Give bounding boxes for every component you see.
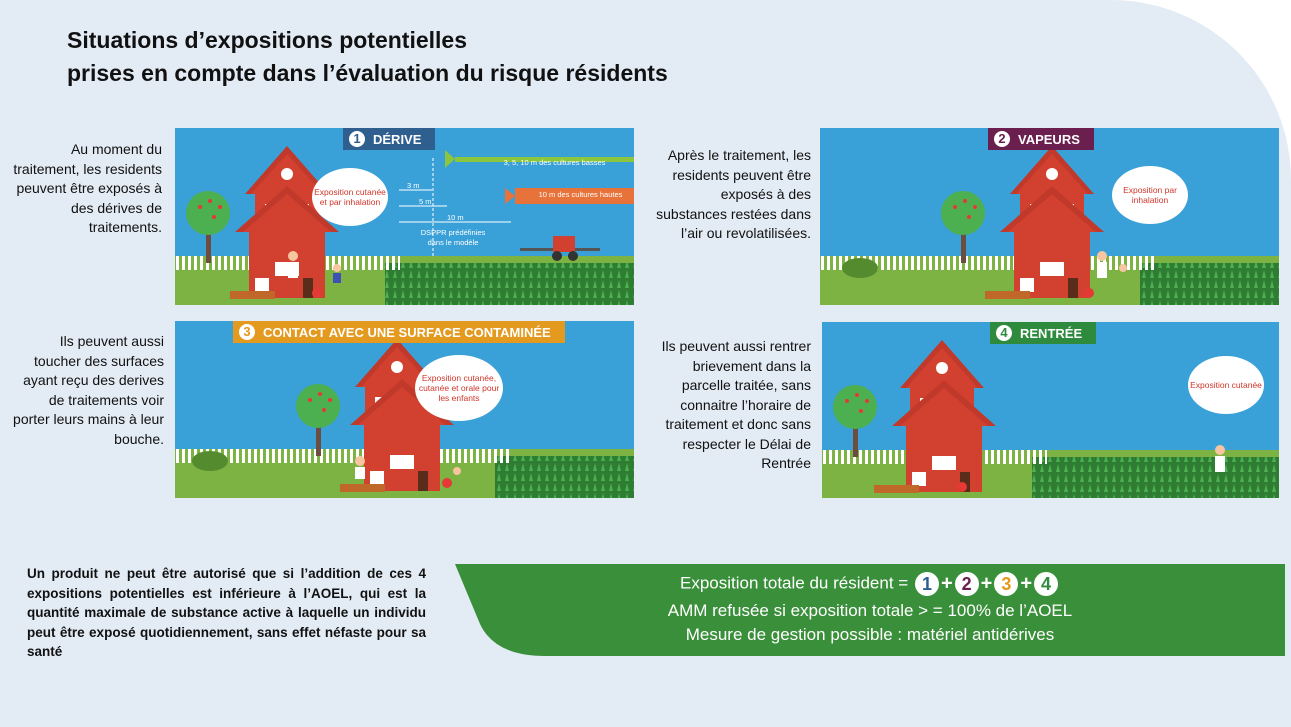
distance-label-10m: 10 m	[447, 213, 464, 222]
title-line-1: Situations d’expositions potentielles	[67, 27, 467, 53]
banner-plus-2: +	[980, 572, 993, 595]
distance-label-3m: 3 m	[407, 181, 420, 190]
arrow-label-low-crops: 3, 5, 10 m des cultures basses	[503, 158, 606, 167]
speech-bubble-contact: Exposition cutanée, cutanée et orale pour les enfants	[415, 355, 503, 421]
dsppr-label: DSPPR prédéfinies dans le modèle	[420, 228, 486, 247]
banner-line-total	[455, 572, 1285, 596]
page-title	[67, 24, 668, 90]
description-derive: Au moment du traitement, les residents peuvent être exposés à des dérives de traitements.	[13, 141, 162, 235]
aoel-explanation: Un produit ne peut être autorisé que si l’addition de ces 4 expositions potentielles est inférieure à l’AOEL, qui est la quantité maximale de substance active à laquelle un individu peut être exposé quotidiennement, sans effet néfaste pour sa santé	[27, 566, 426, 659]
description-rentree: Ils peuvent aussi rentrer brievement dans la parcelle traitée, sans connaitre l’horaire de traitement et donc sans respecter le Délai de Rentrée	[661, 338, 811, 471]
panel-rentree	[822, 322, 1279, 498]
badge-number-vapeurs: 2	[994, 131, 1010, 147]
banner-circle-1: 1	[915, 572, 939, 596]
summary-banner	[455, 564, 1285, 656]
distance-label-5m: 5 m	[419, 197, 432, 206]
title-line-2: prises en compte dans l’évaluation du risque résidents	[67, 60, 668, 86]
speech-bubble-rentree: Exposition cutanée	[1188, 356, 1264, 414]
banner-line-mesure: Mesure de gestion possible : matériel antidérives	[685, 625, 1055, 644]
banner-line-amm: AMM refusée si exposition totale > = 100% de l’AOEL	[667, 601, 1073, 620]
badge-contact	[233, 321, 565, 343]
banner-plus-1: +	[940, 572, 953, 595]
badge-number-derive: 1	[349, 131, 365, 147]
speech-bubble-derive: Exposition cutanée et par inhalation	[312, 168, 388, 226]
scene-vapeurs	[820, 128, 1279, 305]
panel-contact	[175, 321, 634, 498]
panel-vapeurs	[820, 128, 1279, 305]
banner-total-label: Exposition totale du résident =	[679, 573, 909, 593]
banner-circle-4: 4	[1034, 572, 1058, 596]
badge-label-contact: CONTACT AVEC UNE SURFACE CONTAMINÉE	[263, 324, 551, 340]
badge-number-rentree: 4	[996, 325, 1012, 341]
badge-rentree	[990, 322, 1096, 344]
panel-derive	[175, 128, 634, 305]
scene-derive	[175, 128, 634, 305]
badge-derive	[343, 128, 435, 150]
arrow-label-high-crops: 10 m des cultures hautes	[538, 190, 623, 199]
badge-label-rentree: RENTRÉE	[1020, 325, 1083, 341]
description-vapeurs: Après le traitement, les residents peuvent être exposés à des substances restées dans l’air ou revolatilisées.	[656, 147, 811, 241]
badge-label-vapeurs: VAPEURS	[1018, 131, 1080, 147]
banner-circle-3: 3	[994, 572, 1018, 596]
badge-label-derive: DÉRIVE	[373, 131, 422, 147]
speech-bubble-vapeurs: Exposition par inhalation	[1112, 166, 1188, 224]
description-contact: Ils peuvent aussi toucher des surfaces ayant reçu des derives de traitements voir porter leurs mains à leur bouche.	[13, 333, 164, 447]
badge-vapeurs	[988, 128, 1094, 150]
badge-number-contact: 3	[239, 324, 255, 340]
scene-contact	[175, 321, 634, 498]
banner-circle-2: 2	[955, 572, 979, 596]
banner-plus-3: +	[1020, 572, 1033, 595]
